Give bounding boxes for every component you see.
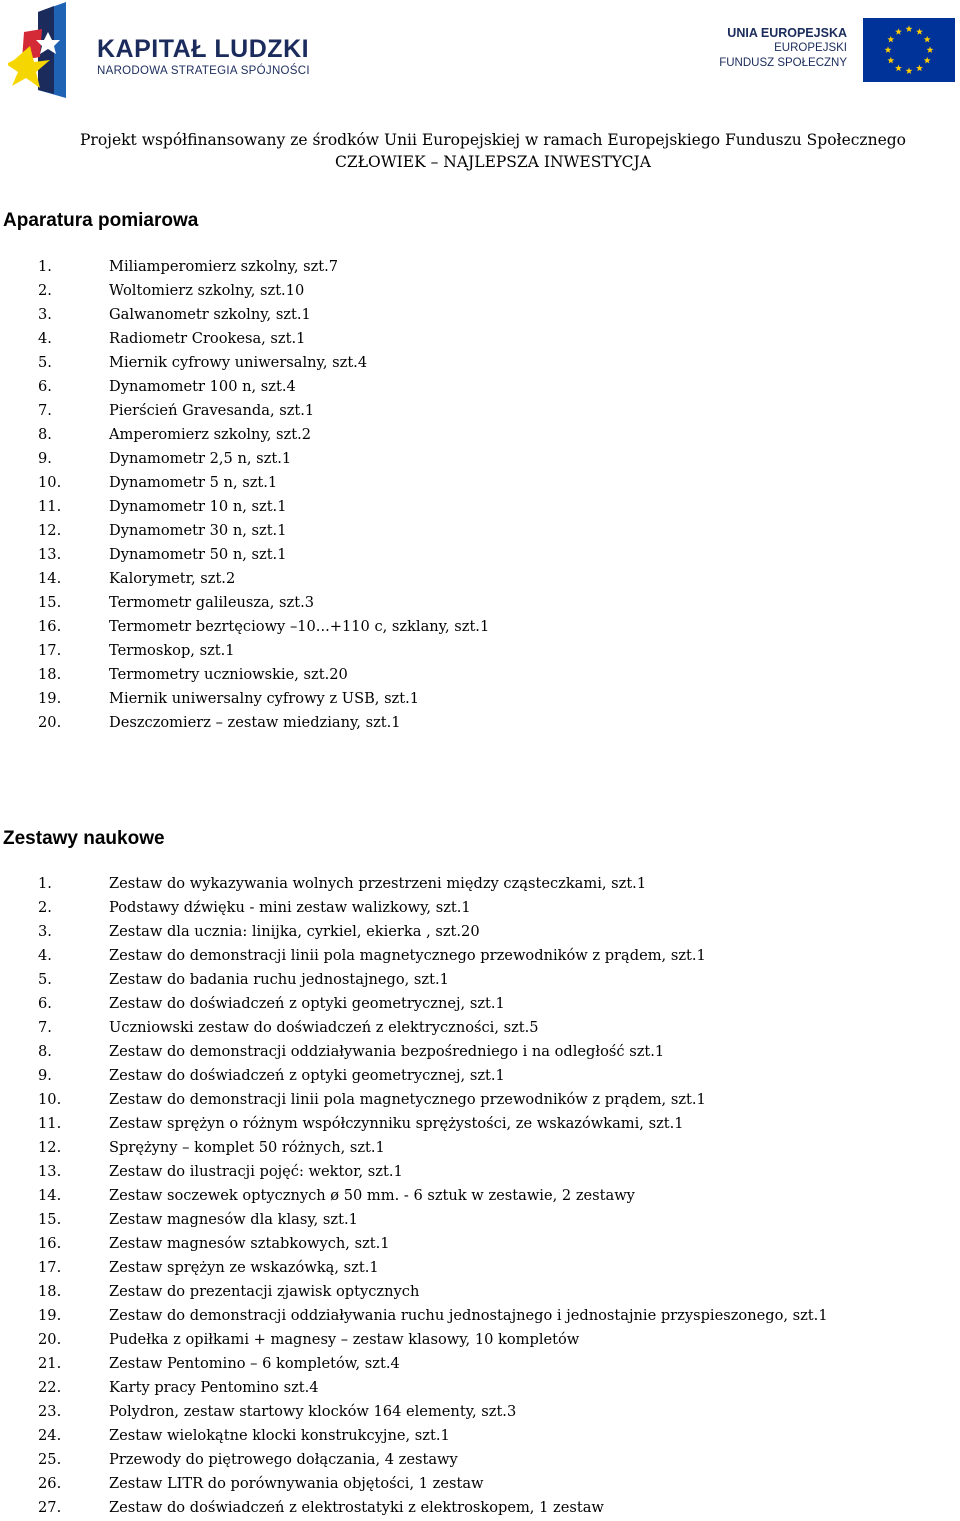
list-item-number: 5. (38, 354, 52, 371)
list-item-text: Termometr galileusza, szt.3 (109, 594, 314, 611)
list-item-text: Zestaw magnesów dla klasy, szt.1 (109, 1211, 358, 1228)
list-item-number: 9. (38, 1067, 52, 1084)
list-item-text: Dynamometr 100 n, szt.4 (109, 378, 296, 395)
list-item-text: Pudełka z opiłkami + magnesy – zestaw klasowy, 10 kompletów (109, 1331, 580, 1348)
list-item-text: Zestaw Pentomino – 6 kompletów, szt.4 (109, 1355, 400, 1372)
eu-line-2: EUROPEJSKI (774, 42, 847, 54)
list-item-text: Miliamperomierz szkolny, szt.7 (109, 258, 339, 275)
list-item-number: 8. (38, 426, 52, 443)
list-item-text: Zestaw LITR do porównywania objętości, 1 zestaw (109, 1475, 484, 1492)
list-item-number: 2. (38, 282, 52, 299)
list-item-text: Zestaw do demonstracji linii pola magnetycznego przewodników z prądem, szt.1 (109, 947, 706, 964)
list-item-number: 16. (38, 618, 62, 635)
eu-logo (715, 18, 955, 84)
list-item-text: Pierścień Gravesanda, szt.1 (109, 402, 315, 419)
list-item-number: 17. (38, 642, 62, 659)
list-item-text: Termometr bezrtęciowy –10...+110 c, szklany, szt.1 (109, 618, 490, 635)
list-item-text: Zestaw do doświadczeń z elektrostatyki z elektroskopem, 1 zestaw (109, 1499, 604, 1516)
list-item-number: 8. (38, 1043, 52, 1060)
funding-line-1: Projekt współfinansowany ze środków Unii Europejskiej w ramach Europejskiego Funduszu Społecznego (80, 131, 906, 149)
list-item-number: 19. (38, 1307, 62, 1324)
list-item-text: Karty pracy Pentomino szt.4 (109, 1379, 319, 1396)
list-item-number: 25. (38, 1451, 62, 1468)
list-item-text: Miernik uniwersalny cyfrowy z USB, szt.1 (109, 690, 420, 707)
list-item-number: 7. (38, 402, 52, 419)
list-item-number: 14. (38, 570, 62, 587)
list-item-number: 27. (38, 1499, 62, 1516)
list-item-number: 14. (38, 1187, 62, 1204)
section-title-aparatura: Aparatura pomiarowa (3, 210, 199, 231)
list-item-number: 10. (38, 1091, 62, 1108)
list-item-text: Zestaw soczewek optycznych ø 50 mm. - 6 sztuk w zestawie, 2 zestawy (109, 1187, 635, 1204)
list-item-number: 1. (38, 258, 52, 275)
list-item-text: Deszczomierz – zestaw miedziany, szt.1 (109, 714, 401, 731)
list-item-number: 5. (38, 971, 52, 988)
list-item-text: Przewody do piętrowego dołączania, 4 zestawy (109, 1451, 458, 1468)
list-item-number: 12. (38, 522, 62, 539)
list-item-number: 11. (38, 498, 62, 515)
list-item-text: Zestaw do demonstracji linii pola magnetycznego przewodników z prądem, szt.1 (109, 1091, 706, 1108)
list-item-text: Dynamometr 5 n, szt.1 (109, 474, 278, 491)
list-item-number: 23. (38, 1403, 62, 1420)
list-item-text: Zestaw do wykazywania wolnych przestrzeni między cząsteczkami, szt.1 (109, 875, 647, 892)
list-item-text: Zestaw dla ucznia: linijka, cyrkiel, ekierka , szt.20 (109, 923, 480, 940)
list-item-number: 21. (38, 1355, 62, 1372)
list-item-number: 11. (38, 1115, 62, 1132)
list-item-number: 24. (38, 1427, 62, 1444)
list-item-number: 2. (38, 899, 52, 916)
list-item-number: 20. (38, 714, 62, 731)
list-item-text: Zestaw sprężyn o różnym współczynniku sprężystości, ze wskazówkami, szt.1 (109, 1115, 684, 1132)
list-item-text: Zestaw do ilustracji pojęć: wektor, szt.1 (109, 1163, 403, 1180)
list-item-number: 9. (38, 450, 52, 467)
list-item-number: 10. (38, 474, 62, 491)
kapital-ludzki-logo (8, 2, 310, 100)
kapital-ludzki-emblem-icon (8, 2, 80, 100)
list-item-text: Kalorymetr, szt.2 (109, 570, 236, 587)
list-item-text: Dynamometr 10 n, szt.1 (109, 498, 287, 515)
list-item-text: Zestaw sprężyn ze wskazówką, szt.1 (109, 1259, 379, 1276)
list-item-number: 4. (38, 947, 52, 964)
eu-logo-text (719, 26, 847, 71)
list-item-number: 6. (38, 378, 52, 395)
kapital-ludzki-title: KAPITAŁ LUDZKI (97, 35, 310, 63)
list-item-number: 12. (38, 1139, 62, 1156)
page-header (0, 0, 960, 110)
list-item-text: Uczniowski zestaw do doświadczeń z elektryczności, szt.5 (109, 1019, 539, 1036)
list-item-number: 3. (38, 923, 52, 940)
list-item-text: Zestaw do badania ruchu jednostajnego, szt.1 (109, 971, 449, 988)
list-item-number: 26. (38, 1475, 62, 1492)
list-item-number: 3. (38, 306, 52, 323)
list-item-number: 1. (38, 875, 52, 892)
list-item-text: Termoskop, szt.1 (109, 642, 235, 659)
list-item-text: Dynamometr 30 n, szt.1 (109, 522, 287, 539)
list-item-number: 19. (38, 690, 62, 707)
list-item-number: 13. (38, 1163, 62, 1180)
list-item-number: 16. (38, 1235, 62, 1252)
list-item-number: 17. (38, 1259, 62, 1276)
list-item-text: Miernik cyfrowy uniwersalny, szt.4 (109, 354, 368, 371)
list-item-text: Radiometr Crookesa, szt.1 (109, 330, 306, 347)
list-item-number: 4. (38, 330, 52, 347)
list-item-text: Termometry uczniowskie, szt.20 (109, 666, 348, 683)
list-item-number: 7. (38, 1019, 52, 1036)
list-item-text: Zestaw do doświadczeń z optyki geometrycznej, szt.1 (109, 1067, 505, 1084)
list-item-text: Zestaw magnesów sztabkowych, szt.1 (109, 1235, 390, 1252)
list-item-number: 15. (38, 1211, 62, 1228)
list-item-text: Zestaw do prezentacji zjawisk optycznych (109, 1283, 420, 1300)
list-item-text: Zestaw do demonstracji oddziaływania bezpośredniego i na odległość szt.1 (109, 1043, 665, 1060)
list-item-number: 6. (38, 995, 52, 1012)
funding-line-2: CZŁOWIEK – NAJLEPSZA INWESTYCJA (335, 153, 651, 171)
eu-line-3: FUNDUSZ SPOŁECZNY (719, 57, 847, 69)
list-item-number: 13. (38, 546, 62, 563)
list-item-text: Podstawy dźwięku - mini zestaw walizkowy, szt.1 (109, 899, 471, 916)
list-item-text: Dynamometr 2,5 n, szt.1 (109, 450, 292, 467)
list-item-text: Zestaw wielokątne klocki konstrukcyjne, szt.1 (109, 1427, 450, 1444)
list-item-text: Woltomierz szkolny, szt.10 (109, 282, 305, 299)
list-item-number: 18. (38, 666, 62, 683)
list-item-text: Sprężyny – komplet 50 różnych, szt.1 (109, 1139, 385, 1156)
eu-flag-icon (863, 18, 955, 82)
list-item-text: Zestaw do doświadczeń z optyki geometrycznej, szt.1 (109, 995, 505, 1012)
list-item-number: 15. (38, 594, 62, 611)
list-item-text: Amperomierz szkolny, szt.2 (109, 426, 311, 443)
list-item-text: Polydron, zestaw startowy klocków 164 elementy, szt.3 (109, 1403, 517, 1420)
section-title-zestawy: Zestawy naukowe (3, 828, 165, 849)
list-item-number: 18. (38, 1283, 62, 1300)
funding-statement (0, 129, 960, 173)
list-item-text: Galwanometr szkolny, szt.1 (109, 306, 311, 323)
list-item-number: 20. (38, 1331, 62, 1348)
list-item-text: Zestaw do demonstracji oddziaływania ruchu jednostajnego i jednostajnie przyspieszonego, szt.1 (109, 1307, 828, 1324)
eu-line-1: UNIA EUROPEJSKA (727, 26, 847, 40)
list-item-number: 22. (38, 1379, 62, 1396)
kapital-ludzki-subtitle: NARODOWA STRATEGIA SPÓJNOŚCI (97, 65, 310, 77)
list-item-text: Dynamometr 50 n, szt.1 (109, 546, 287, 563)
